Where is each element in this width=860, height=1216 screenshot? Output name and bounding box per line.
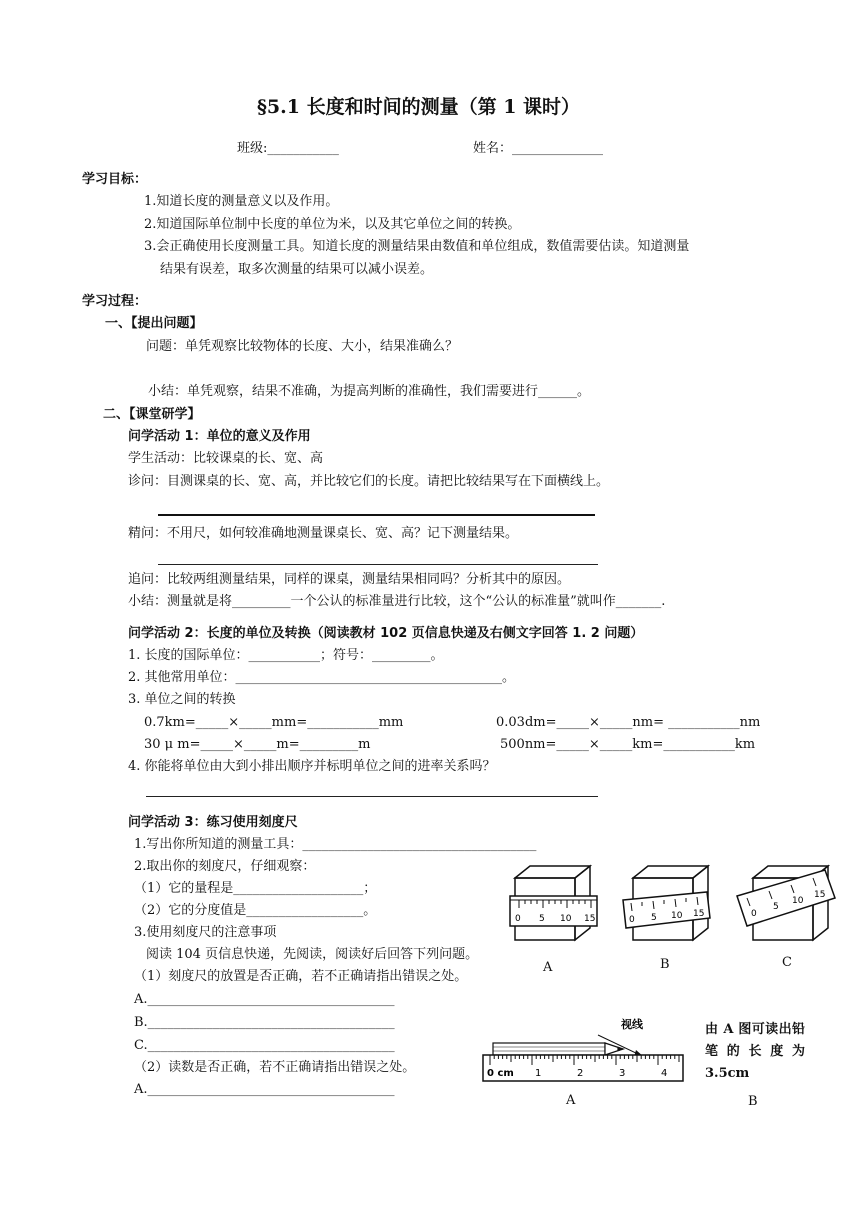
answer-c: C.______________________________________ (134, 1038, 395, 1053)
conversion-item: 500nm=_____×_____km=___________km (500, 737, 756, 752)
name-field-label: 姓名：______________ (473, 141, 604, 156)
activity1-summary: 小结：测量就是将_________一个公认的标准量进行比较，这个“公认的标准量”就叫作_______. (128, 594, 666, 609)
activity1-precise: 精问：不用尺，如何较准确地测量课桌长、宽、高？记下测量结果。 (128, 526, 519, 541)
figure2-label-a: A (566, 1093, 576, 1108)
activity2-q3: 3. 单位之间的转换 (128, 692, 236, 707)
ruler-tick-label: 10 (671, 911, 683, 921)
ruler-tick-label: 1 (535, 1068, 542, 1079)
ruler-tick-label: 5 (539, 914, 545, 924)
activity2-q2: 2. 其他常用单位：_________________________________________。 (128, 670, 516, 685)
answer-line[interactable] (146, 796, 598, 797)
part1-heading: 一、【提出问题】 (105, 316, 203, 331)
ruler-tick-label: 10 (560, 914, 572, 924)
activity2-q4: 4. 你能将单位由大到小排出顺序并标明单位之间的进率关系吗？ (128, 759, 496, 774)
activity2-heading: 问学活动 2：长度的单位及转换（阅读教材 102 页信息快递及右侧文字回答 1. 2 问题） (128, 626, 644, 641)
answer-a2: A.______________________________________ (134, 1082, 395, 1097)
ruler-placement-c (737, 866, 835, 940)
ruler-placement-figure (505, 856, 845, 956)
activity3-q2: 2.取出你的刻度尺，仔细观察： (134, 859, 316, 874)
goal-item: 结果有误差，取多次测量的结果可以减小误差。 (160, 262, 434, 277)
activity3-q3: 3.使用刻度尺的注意事项 (134, 925, 277, 940)
goal-item: 3.会正确使用长度测量工具。知道长度的测量结果由数值和单位组成，数值需要估读。知道测量 (144, 239, 690, 254)
conversion-item: 30 μ m=_____×_____m=_________m (144, 737, 371, 752)
ruler-tick-label: 10 (792, 896, 804, 906)
activity3-q1: 1.写出你所知道的测量工具：____________________________________ (134, 837, 537, 852)
ruler-tick-label: 15 (814, 890, 826, 900)
page-title: §5.1 长度和时间的测量（第 1 课时） (257, 96, 581, 118)
figure-label-b: B (660, 957, 670, 972)
ruler-tick-label: 0 (515, 914, 521, 924)
activity3-heading: 问学活动 3：练习使用刻度尺 (128, 815, 298, 830)
goals-heading: 学习目标： (82, 172, 148, 187)
answer-line[interactable] (158, 564, 598, 565)
ruler-tick-label: 3 (619, 1068, 626, 1079)
pencil (493, 1043, 623, 1055)
activity2-q1: 1. 长度的国际单位：___________；符号：_________。 (128, 648, 444, 663)
ruler-tick-label: 4 (661, 1068, 668, 1079)
part1-summary: 小结：单凭观察，结果不准确，为提高判断的准确性，我们需要进行______。 (148, 384, 591, 399)
figure-label-a: A (543, 960, 553, 975)
figure-label-c: C (782, 955, 792, 970)
ruler-tick-label: 5 (773, 902, 779, 912)
activity3-q3a: （1）刻度尺的放置是否正确，若不正确请指出错误之处。 (134, 969, 468, 984)
activity3-q3b: （2）读数是否正确，若不正确请指出错误之处。 (134, 1060, 416, 1075)
ruler-unit-label: 0 cm (487, 1068, 514, 1079)
activity3-q2b: （2）它的分度值是__________________。 (134, 903, 377, 918)
ruler-tick-label: 2 (577, 1068, 584, 1079)
activity1-student: 学生活动：比较课桌的长、宽、高 (128, 451, 324, 466)
goal-item: 1.知道长度的测量意义以及作用。 (144, 194, 339, 209)
ruler-placement-a (510, 866, 597, 940)
ruler-placement-b (623, 866, 710, 940)
conversion-item: 0.7km=_____×_____mm=___________mm (144, 715, 404, 730)
ruler-tick-label: 15 (584, 914, 596, 924)
sight-line-label: 视线 (621, 1018, 643, 1031)
activity1-follow: 追问：比较两组测量结果，同样的课桌，测量结果相同吗？分析其中的原因。 (128, 572, 571, 587)
answer-a: A.______________________________________ (134, 992, 395, 1007)
figure2-label-b: B (748, 1094, 758, 1109)
activity3-read: 阅读 104 页信息快递，先阅读，阅读好后回答下列问题。 (146, 947, 479, 962)
activity1-diagnose: 诊问：目测课桌的长、宽、高，并比较它们的长度。请把比较结果写在下面横线上。 (128, 474, 610, 489)
ruler-tick-label: 15 (693, 909, 705, 919)
part1-question: 问题：单凭观察比较物体的长度、大小，结果准确么？ (146, 339, 459, 354)
ruler-tick-label: 0 (751, 909, 757, 919)
activity3-q2a: （1）它的量程是____________________； (134, 881, 377, 896)
part2-heading: 二、【课堂研学】 (103, 407, 201, 422)
pencil-reading-figure (478, 1015, 688, 1085)
figure2-note: 由 A 图可读出铅笔的长度为 3.5cm (705, 1022, 805, 1081)
conversion-item: 0.03dm=_____×_____nm= ___________nm (496, 715, 761, 730)
answer-line[interactable] (158, 514, 595, 516)
ruler-tick-label: 0 (629, 915, 635, 925)
ruler-tick-label: 5 (651, 913, 657, 923)
process-heading: 学习过程： (82, 294, 148, 309)
activity1-heading: 问学活动 1：单位的意义及作用 (128, 429, 311, 444)
goal-item: 2.知道国际单位制中长度的单位为米，以及其它单位之间的转换。 (144, 217, 521, 232)
answer-b: B.______________________________________ (134, 1015, 395, 1030)
class-field-label: 班级:___________ (237, 141, 339, 156)
